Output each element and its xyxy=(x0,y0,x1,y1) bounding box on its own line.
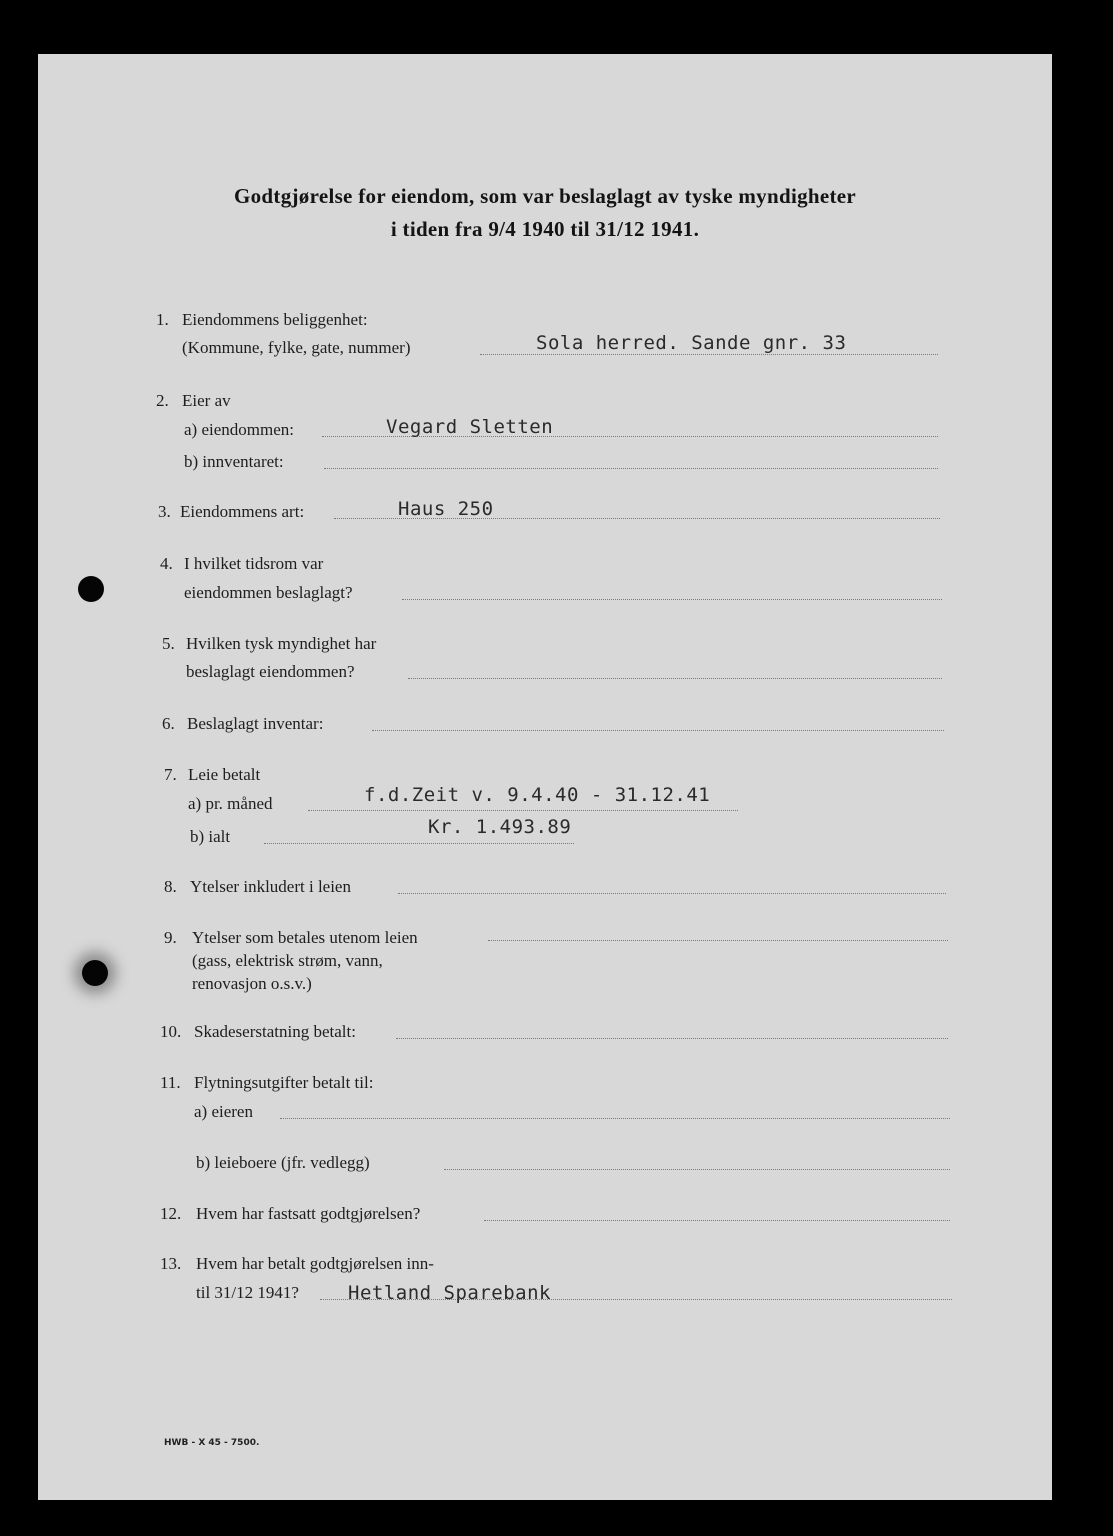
item-2-label: Eier av xyxy=(182,391,231,410)
punch-hole-bottom xyxy=(82,960,108,986)
item-7-number: 7. xyxy=(164,765,177,784)
item-7b-answer-line[interactable] xyxy=(264,843,574,844)
form-page xyxy=(38,54,1052,1500)
item-1-number: 1. xyxy=(156,310,169,329)
item-4-label: I hvilket tidsrom var xyxy=(184,554,324,573)
form-footer-code: HWB - X 45 - 7500. xyxy=(164,1438,260,1448)
item-2b-label: b) innventaret: xyxy=(184,452,284,471)
item-9-answer-line[interactable] xyxy=(488,940,948,941)
item-3-number: 3. xyxy=(158,502,171,521)
form-title-line-1: Godtgjørelse for eiendom, som var beslaglagt av tyske myndigheter xyxy=(233,184,857,208)
item-11-label: Flytningsutgifter betalt til: xyxy=(194,1073,374,1092)
item-1-answer-line[interactable] xyxy=(480,354,938,355)
item-7a-answer-line[interactable] xyxy=(308,810,738,811)
item-1-sublabel: (Kommune, fylke, gate, nummer) xyxy=(182,338,411,357)
item-13-number: 13. xyxy=(160,1254,182,1273)
item-6-number: 6. xyxy=(162,714,175,733)
item-11b-answer-line[interactable] xyxy=(444,1169,950,1170)
form-title-line-2: i tiden fra 9/4 1940 til 31/12 1941. xyxy=(390,217,700,241)
item-9-label: Ytelser som betales utenom leien xyxy=(192,928,418,947)
item-11b-label: b) leieboere (jfr. vedlegg) xyxy=(196,1153,370,1172)
item-2-number: 2. xyxy=(156,391,169,410)
item-6-label: Beslaglagt inventar: xyxy=(187,714,324,733)
item-11a-label: a) eieren xyxy=(194,1102,253,1121)
item-3-label: Eiendommens art: xyxy=(180,502,305,521)
item-12-answer-line[interactable] xyxy=(484,1220,950,1221)
item-2a-answer: Vegard Sletten xyxy=(386,416,554,438)
item-1-answer: Sola herred. Sande gnr. 33 xyxy=(536,332,847,354)
item-3-answer: Haus 250 xyxy=(398,498,494,520)
item-5-label: Hvilken tysk myndighet har xyxy=(186,634,377,653)
item-9-sublabel-1: (gass, elektrisk strøm, vann, xyxy=(192,951,383,970)
item-8-answer-line[interactable] xyxy=(398,893,946,894)
item-11-number: 11. xyxy=(160,1073,181,1092)
item-10-number: 10. xyxy=(160,1022,182,1041)
item-7-label: Leie betalt xyxy=(188,765,261,784)
item-12-label: Hvem har fastsatt godtgjørelsen? xyxy=(196,1204,421,1223)
item-4-answer-line[interactable] xyxy=(402,599,942,600)
item-9-number: 9. xyxy=(164,928,177,947)
item-6-answer-line[interactable] xyxy=(372,730,944,731)
item-13-sublabel: til 31/12 1941? xyxy=(196,1283,299,1302)
item-4-sublabel: eiendommen beslaglagt? xyxy=(184,583,353,602)
item-5-answer-line[interactable] xyxy=(408,678,942,679)
item-2b-answer-line[interactable] xyxy=(324,468,938,469)
item-2a-label: a) eiendommen: xyxy=(184,420,294,439)
item-4-number: 4. xyxy=(160,554,173,573)
item-7b-answer: Kr. 1.493.89 xyxy=(428,816,572,838)
item-8-number: 8. xyxy=(164,877,177,896)
item-7a-label: a) pr. måned xyxy=(188,794,273,813)
item-7b-label: b) ialt xyxy=(190,827,231,846)
item-13-answer: Hetland Sparebank xyxy=(348,1282,551,1304)
item-5-sublabel: beslaglagt eiendommen? xyxy=(186,662,355,681)
item-10-label: Skadeserstatning betalt: xyxy=(194,1022,356,1041)
item-5-number: 5. xyxy=(162,634,175,653)
item-7a-answer: f.d.Zeit v. 9.4.40 - 31.12.41 xyxy=(364,784,711,806)
item-11a-answer-line[interactable] xyxy=(280,1118,950,1119)
item-1-label: Eiendommens beliggenhet: xyxy=(182,310,368,329)
item-8-label: Ytelser inkludert i leien xyxy=(190,877,351,896)
item-13-label: Hvem har betalt godtgjørelsen inn- xyxy=(196,1254,434,1273)
item-12-number: 12. xyxy=(160,1204,182,1223)
item-9-sublabel-2: renovasjon o.s.v.) xyxy=(192,974,312,993)
punch-hole-top xyxy=(78,576,104,602)
item-10-answer-line[interactable] xyxy=(396,1038,948,1039)
